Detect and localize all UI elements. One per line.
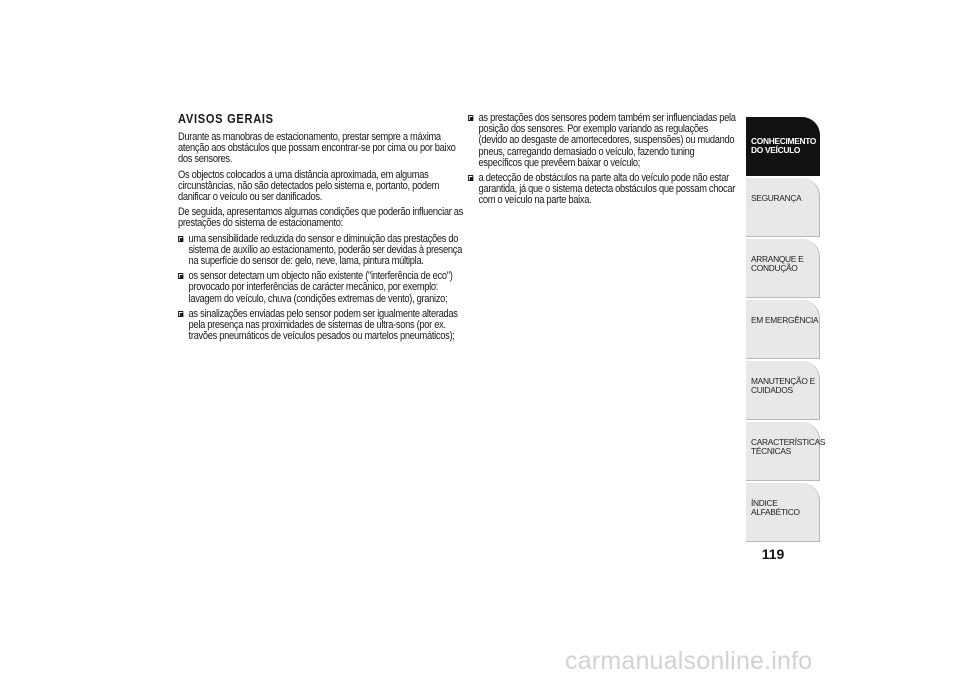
tab-label: CONHECIMENTO DO VEÍCULO — [751, 136, 817, 155]
tab-label: EM EMERGÊNCIA — [751, 315, 819, 325]
bullet-text: os sensor detectam um objecto não existente ("interferência de eco") provocado por interferências de carácter mecânico, por exemplo: lavagem do veículo, chuva (condições extremas de vento), granizo; — [188, 270, 453, 305]
bullet-square-icon — [178, 236, 183, 242]
tab-label: ÍNDICE ALFABÉTICO — [751, 498, 800, 517]
right-column — [468, 113, 737, 211]
tab-em-emergencia[interactable] — [746, 300, 820, 359]
tab-label: SEGURANÇA — [751, 193, 802, 203]
bullet-square-icon — [468, 175, 473, 181]
bullet-square-icon — [178, 273, 183, 279]
page-number: 119 — [761, 546, 785, 562]
tab-label: ARRANQUE E CONDUÇÃO — [751, 254, 804, 273]
tab-label: CARACTERÍSTICAS TÉCNICAS — [751, 437, 826, 456]
tab-label: MANUTENÇÃO E CUIDADOS — [751, 376, 815, 395]
tab-indice-alfabetico[interactable] — [746, 483, 820, 542]
bullet-square-icon — [468, 115, 473, 121]
tab-arranque-e-conducao[interactable] — [746, 239, 820, 298]
bullet-text: as prestações dos sensores podem também ser influenciadas pela posição dos sensores. Por exemplo variando as regulações (devido ao desgaste de amortecedores, suspensões) ou mudando pneus, carregando demasiado o veículo, fazendo tuning específicos que prevêem baixar o veículo; — [478, 112, 736, 169]
watermark: carmanualsonline.info — [565, 647, 813, 675]
bullet-item — [178, 309, 467, 343]
left-column — [178, 113, 467, 346]
tab-manutencao-e-cuidados[interactable] — [746, 361, 820, 420]
bullet-item — [468, 173, 737, 207]
paragraph: Os objectos colocados a uma distância aproximada, em algumas circunstâncias, não são detectados pelo sistema e, portanto, podem danificar o veículo ou ser danificados. — [178, 168, 440, 204]
bullet-item — [178, 234, 467, 268]
bullet-square-icon — [178, 311, 183, 317]
bullet-item — [178, 271, 467, 305]
paragraph: Durante as manobras de estacionamento, prestar sempre a máxima atenção aos obstáculos que possam encontrar-se por cima ou por baixo dos sensores. — [178, 131, 456, 166]
tab-caracteristicas-tecnicas[interactable] — [746, 422, 826, 481]
bullet-text: uma sensibilidade reduzida do sensor e diminuição das prestações do sistema de auxílio ao estacionamento, poderão ser devidas à presença na superfície do sensor de: gelo, neve, lama, pintura múltipla. — [188, 232, 462, 268]
tab-seguranca[interactable] — [746, 178, 820, 237]
tab-conhecimento-do-veiculo[interactable] — [746, 117, 820, 176]
chapter-tabs — [746, 117, 826, 544]
paragraph: De seguida, apresentamos algumas condições que poderão influenciar as prestações do sistema de estacionamento: — [178, 206, 464, 230]
bullet-text: a detecção de obstáculos na parte alta do veículo pode não estar garantida, já que o sistema detecta obstáculos que possam chocar com o veículo na parte baixa. — [478, 172, 736, 207]
bullet-text: as sinalizações enviadas pelo sensor podem ser igualmente alteradas pela presença nas proximidades de sistemas de ultra-sons (por ex. travões pneumáticos de veículos pesados ou martelos pneumáticos); — [188, 307, 458, 343]
section-heading: AVISOS GERAIS — [178, 112, 274, 126]
bullet-item — [468, 113, 737, 169]
